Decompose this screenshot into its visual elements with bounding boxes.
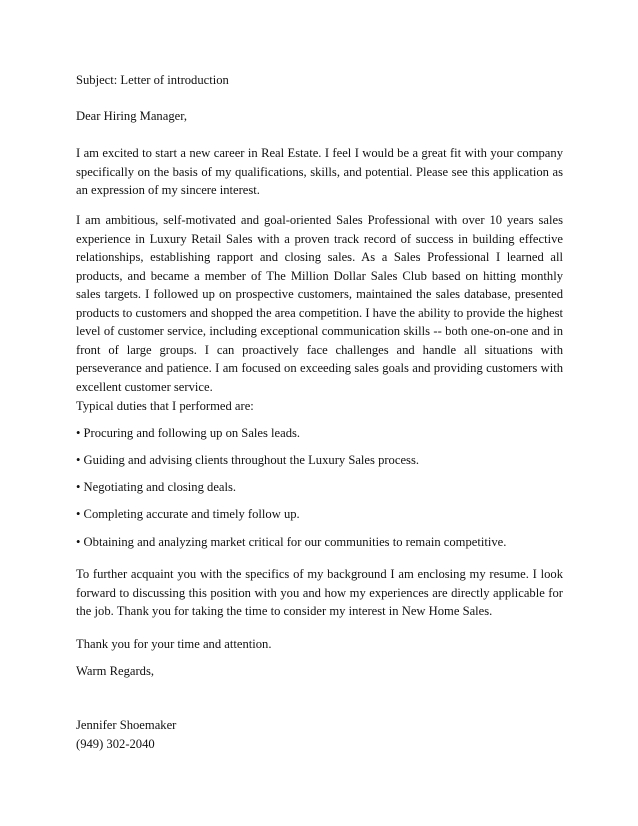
- intro-paragraph: I am excited to start a new career in Real Estate. I feel I would be a great fit with your company specifically on the basis of my qualifications, skills, and potential. Please see this application as an expression of my sincere interest.: [76, 146, 563, 197]
- signature-phone: (949) 302-2040: [76, 736, 155, 751]
- salutation: Dear Hiring Manager,: [76, 109, 188, 123]
- duties-heading: Typical duties that I performed are:: [76, 399, 254, 413]
- signoff: Warm Regards,: [76, 664, 155, 678]
- duty-item: • Procuring and following up on Sales leads.: [76, 426, 301, 440]
- duty-item: • Negotiating and closing deals.: [76, 480, 237, 494]
- duty-item: • Guiding and advising clients throughout the Luxury Sales process.: [76, 453, 419, 467]
- duty-item: • Completing accurate and timely follow up.: [76, 507, 300, 521]
- duty-item: • Obtaining and analyzing market critical for our communities to remain competitive.: [76, 535, 507, 549]
- signature-name: Jennifer Shoemaker: [76, 718, 177, 732]
- closing-paragraph: To further acquaint you with the specifics of my background I am enclosing my resume. I look forward to discussing this position with you and how my experiences are directly applicable for the job. Thank you for taking the time to consider my interest in New Home Sales.: [76, 567, 563, 618]
- thanks-line: Thank you for your time and attention.: [76, 637, 272, 651]
- experience-paragraph: I am ambitious, self-motivated and goal-oriented Sales Professional with over 10 years sales experience in Luxury Retail Sales with a proven track record of success in building effective relationships, establishing rapport and closing sales. As a Sales Professional I learned all products, and became a member of The Million Dollar Sales Club based on hitting monthly sales targets. I followed up on prospective customers, maintained the sales database, presented products to customers and shopped the area competition. I have the ability to provide the highest level of customer service, including exceptional communication skills -- both one-on-one and in front of large groups. I can proactively face challenges and handle all situations with perseverance and patience. I am focused on exceeding sales goals and providing customers with excellent customer service.: [76, 213, 563, 394]
- signature-block: [76, 716, 563, 753]
- subject-line: Subject: Letter of introduction: [76, 73, 229, 87]
